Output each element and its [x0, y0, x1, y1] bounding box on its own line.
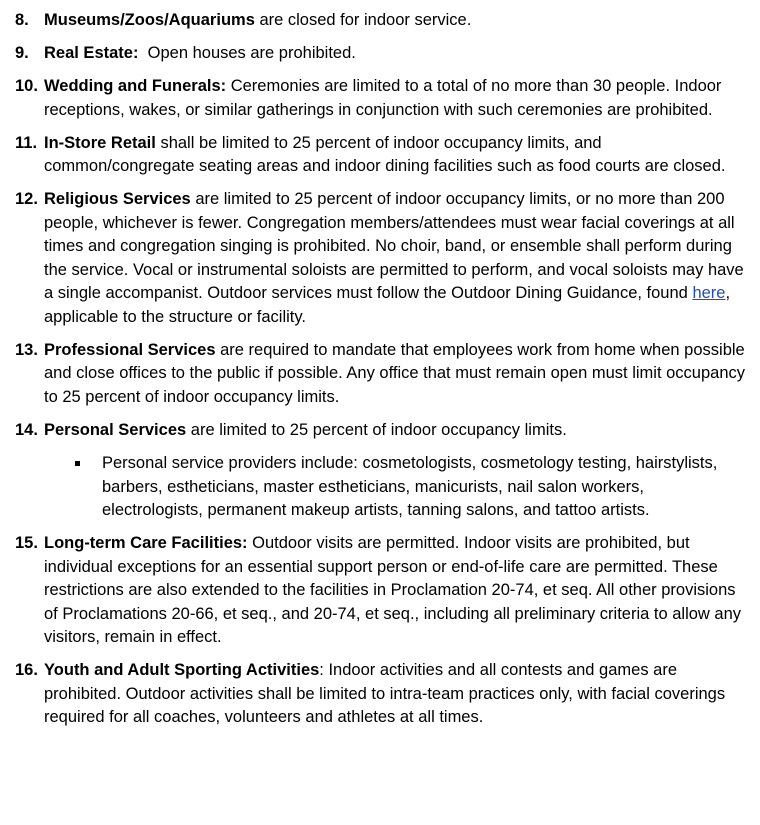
list-item-11 [0, 132, 760, 179]
item-number: 16. [15, 661, 38, 679]
list-item-8 [0, 9, 760, 33]
item-term: Religious Services [44, 190, 191, 208]
item-text: Open houses are prohibited. [138, 44, 356, 62]
item-text: are required to mandate that employees work from home when possible and close offices to the public if possible. Any office that must remain open must limit occupancy to 25 percent of indoor occupancy limits. [44, 340, 746, 406]
item-term: Museums/Zoos/Aquariums [44, 11, 255, 29]
outdoor-dining-guidance-link[interactable]: here [692, 284, 726, 302]
list-item-9 [0, 42, 760, 66]
list-item-16 [0, 659, 760, 730]
item-text: are closed for indoor service. [254, 11, 472, 29]
item-number: 13. [15, 340, 38, 359]
item-term: Personal Services [44, 420, 187, 439]
list-item-10 [0, 75, 760, 122]
list-item-13 [0, 339, 760, 410]
sub-bullet-list [44, 452, 746, 523]
item-term: Youth and Adult Sporting Activities [44, 661, 320, 679]
item-term: Long-term Care Facilities: [44, 534, 248, 552]
item-text: are limited to 25 percent of indoor occupancy limits, or no more than 200 people, whichever is fewer. Congregation members/attendees must wear facial coverings at all times and congregation singing is prohibited. No choir, band, or ensemble shall perform during the service. Vocal or instrumental soloists are permitted to perform, and vocal soloists may have a single accompanist. Outdoor services must follow the Outdoor Dining Guidance, found [44, 190, 744, 302]
item-number: 8. [15, 11, 29, 29]
item-term: Professional Services [44, 340, 216, 359]
item-text: shall be limited to 25 percent of indoor occupancy limits, and common/congregate seating areas and indoor dining facilities such as food courts are closed. [44, 133, 726, 175]
sub-bullet-item [44, 452, 746, 523]
restrictions-list [0, 9, 760, 730]
item-text: Outdoor visits are permitted. Indoor visits are prohibited, but individual exceptions for an essential support person or end-of-life care are permitted. These restrictions are also extended to the facilities in Proclamation 20-74, et seq. All other provisions of Proclamations 20-66, et seq., and 20-74, et seq., including all preliminary criteria to allow any visitors, remain in effect. [44, 534, 742, 646]
item-term: Real Estate: [44, 44, 139, 62]
item-number: 15. [15, 534, 38, 552]
item-number: 10. [15, 77, 38, 95]
item-term: Wedding and Funerals: [44, 77, 227, 95]
item-text: are limited to 25 percent of indoor occupancy limits. [186, 420, 567, 439]
item-number: 9. [15, 44, 29, 62]
list-item-12 [0, 188, 760, 329]
item-term: In-Store Retail [44, 133, 156, 152]
item-number: 11. [15, 133, 38, 152]
list-item-14 [0, 419, 760, 523]
item-text-after-link: , applicable to the structure or facility. [44, 284, 731, 326]
item-number: 12. [15, 190, 38, 208]
square-bullet-icon [75, 461, 80, 466]
item-text: Ceremonies are limited to a total of no more than 30 people. Indoor receptions, wakes, or similar gatherings in conjunction with such ceremonies are prohibited. [44, 77, 722, 119]
item-number: 14. [15, 420, 38, 439]
item-text: : Indoor activities and all contests and games are prohibited. Outdoor activities shall be limited to intra-team practices only, with facial coverings required for all coaches, volunteers and athletes at all times. [44, 661, 726, 726]
sub-bullet-text: Personal service providers include: cosmetologists, cosmetology testing, hairstylists, barbers, estheticians, master estheticians, manicurists, nail salon workers, electrologists, permanent makeup artists, tanning salons, and tattoo artists. [102, 454, 718, 519]
list-item-15 [0, 532, 760, 650]
